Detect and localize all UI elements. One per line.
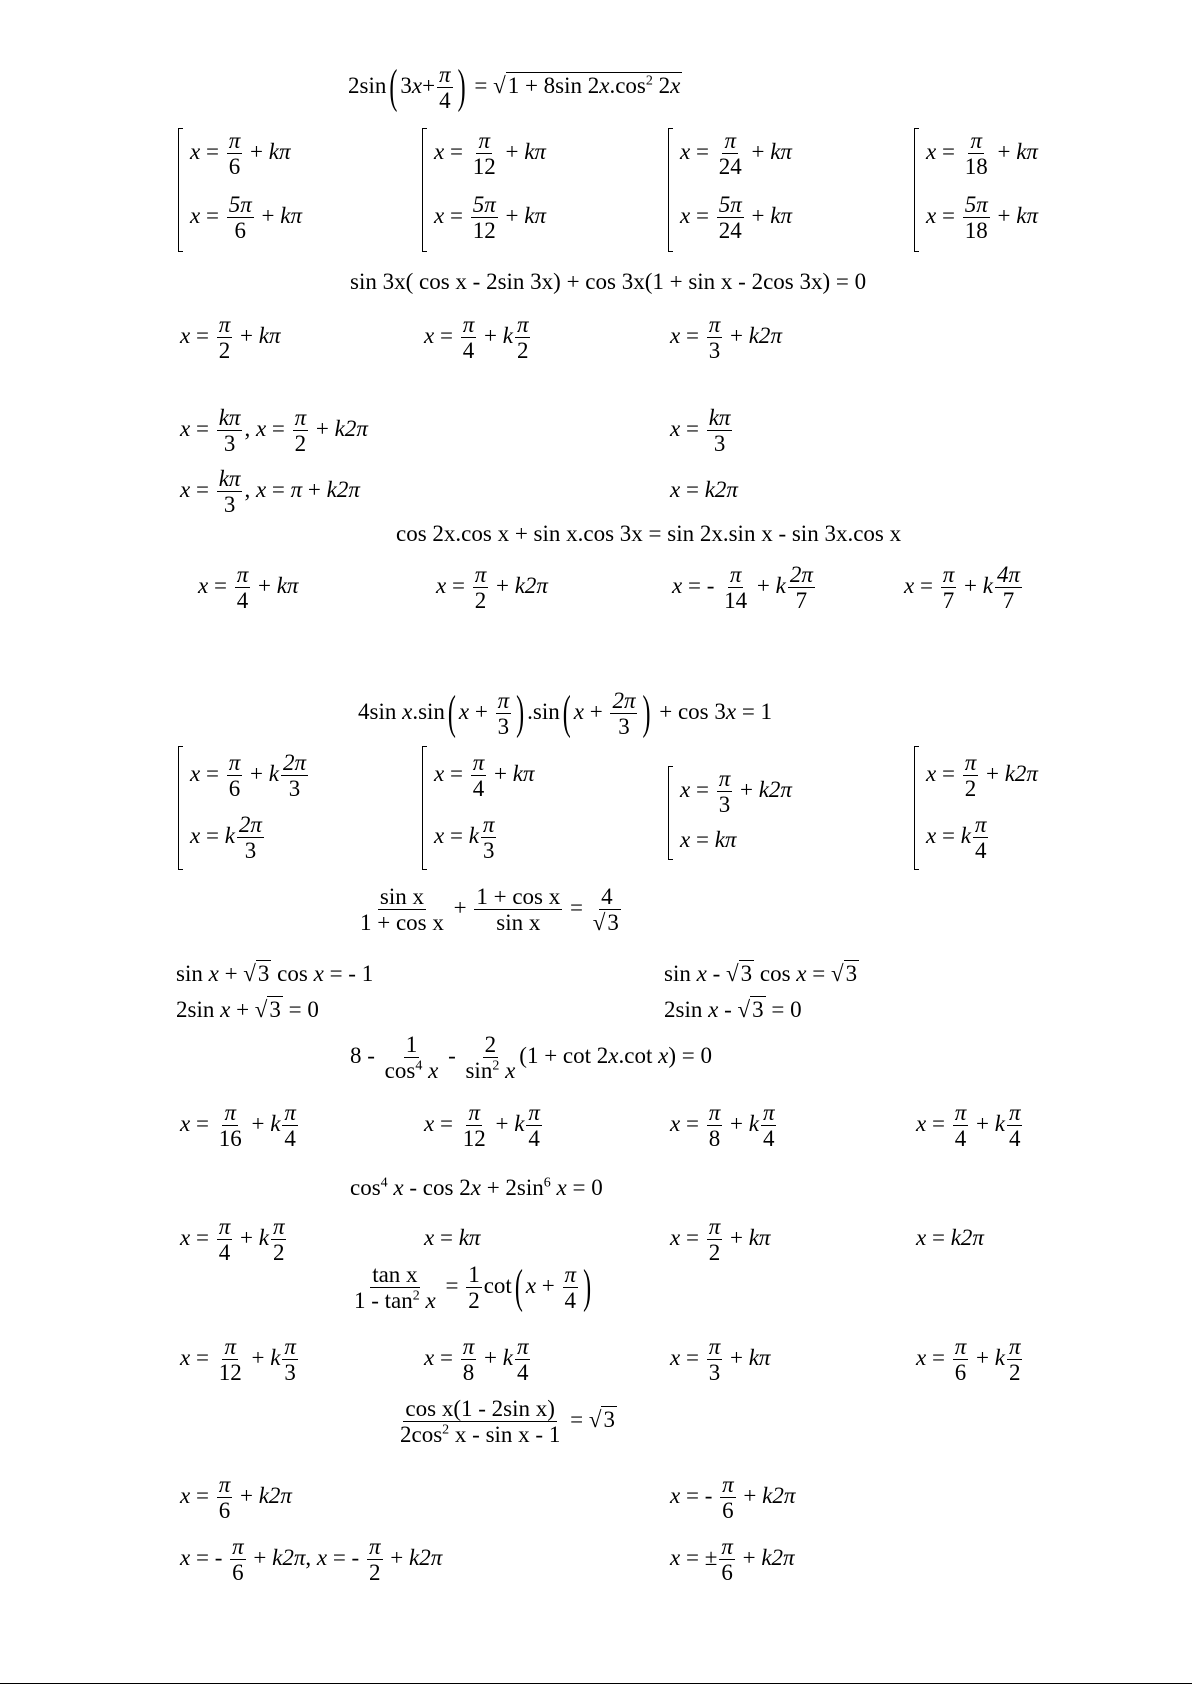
- q2-option-a[interactable]: x = $\frac{\pi}{2}$ + kπ: [180, 312, 281, 364]
- sqrt-icon: √: [737, 997, 751, 1022]
- q3-option-d[interactable]: x = k2π: [670, 477, 738, 502]
- sqrt-icon: √: [592, 910, 606, 936]
- q6-option-d[interactable]: 2sin x - √3 = 0: [664, 997, 802, 1022]
- q9-option-c[interactable]: x = $\frac{\pi}{3}$ + kπ: [670, 1334, 771, 1386]
- q3-option-a[interactable]: x = $\frac{k\pi}{3}$ , x = $\frac{\pi}{2}$ + k2π: [180, 405, 368, 457]
- page-bottom-rule: [0, 1683, 1192, 1684]
- q10-option-a[interactable]: x = $\frac{\pi}{6}$ + k2π: [180, 1472, 292, 1524]
- q9-option-a[interactable]: x = $\frac{\pi}{12}$ + k $\frac{\pi}{3}$: [180, 1334, 296, 1386]
- q10-option-c[interactable]: x = - $\frac{\pi}{6}$ + k2π, x = - $\frac{\pi}{2}$ + k2π: [180, 1534, 443, 1586]
- q10-option-d[interactable]: x = ± $\frac{\pi}{6}$ + k2π: [670, 1534, 795, 1586]
- sqrt-icon: √: [243, 961, 256, 986]
- q8-option-b[interactable]: x = kπ: [424, 1225, 481, 1250]
- q9-equation: $\frac{\text{tan x}}{1 - \tan^2 x}$ = $\frac{1}{2}$ cot ( x + $\frac{\pi}{4}$ ): [354, 1261, 592, 1314]
- q4-option-b[interactable]: x = $\frac{\pi}{2}$ + k2π: [436, 562, 548, 614]
- q9-option-d[interactable]: x = $\frac{\pi}{6}$ + k $\frac{\pi}{2}$: [916, 1334, 1021, 1386]
- q1-option-b[interactable]: x = $\frac{\pi}{12}$ + kπ x = $\frac{5\pi}{12}$ + kπ: [422, 128, 642, 254]
- q6-equation: $\frac{\text{sin x}}{\text{1 + cos x}}$ + $\frac{\text{1 + cos x}}{\text{sin x}}$ = $\frac{4}{√3}$: [360, 884, 619, 936]
- q4-equation: cos 2x.cos x + sin x.cos 3x = sin 2x.sin x - sin 3x.cos x: [396, 521, 902, 546]
- q6-option-c[interactable]: 2sin x + √3 = 0: [176, 997, 319, 1022]
- q1-option-d[interactable]: x = $\frac{\pi}{18}$ + kπ x = $\frac{5\pi}{18}$ + kπ: [914, 128, 1134, 254]
- q5-option-a[interactable]: x = $\frac{\pi}{6}$ + k $\frac{2\pi}{3}$ x = k $\frac{2\pi}{3}$: [178, 746, 408, 872]
- sqrt-icon: √: [588, 1407, 602, 1433]
- q5-option-c[interactable]: x = $\frac{\pi}{3}$ + k2π x = kπ: [668, 766, 888, 862]
- q1-option-c[interactable]: x = $\frac{\pi}{24}$ + kπ x = $\frac{5\pi}{24}$ + kπ: [668, 128, 888, 254]
- q1-option-a[interactable]: x = $\frac{\pi}{6}$ + kπ x = $\frac{5\pi}{6}$ + kπ: [178, 128, 398, 254]
- q7-equation: 8 - $\frac{1}{\cos^4 x}$ - $\frac{2}{\sin^2 x}$ (1 + cot 2x.cot x) = 0: [350, 1032, 712, 1084]
- q7-option-b[interactable]: x = $\frac{\pi}{12}$ + k $\frac{\pi}{4}$: [424, 1100, 540, 1152]
- q8-option-c[interactable]: x = $\frac{\pi}{2}$ + kπ: [670, 1214, 771, 1266]
- q3-option-c[interactable]: x = $\frac{k\pi}{3}$ , x = π + k2π: [180, 466, 360, 518]
- q1-equation: 2sin ( 3x+ $\frac{\pi}{4}$ ) = √1 + 8sin $2x.\cos^2$ 2x: [348, 61, 681, 114]
- q8-option-a[interactable]: x = $\frac{\pi}{4}$ + k $\frac{\pi}{2}$: [180, 1214, 285, 1266]
- q6-option-a[interactable]: sin x + √3 cos x = - 1: [176, 961, 374, 986]
- q6-option-b[interactable]: sin x - √3 cos x = √3: [664, 961, 858, 986]
- q3-option-b[interactable]: x = $\frac{k\pi}{3}$: [670, 405, 731, 457]
- q2-option-b[interactable]: x = $\frac{\pi}{4}$ + k $\frac{\pi}{2}$: [424, 312, 529, 364]
- q5-option-d[interactable]: x = $\frac{\pi}{2}$ + k2π x = k $\frac{\pi}{4}$: [914, 746, 1134, 872]
- q7-option-d[interactable]: x = $\frac{\pi}{4}$ + k $\frac{\pi}{4}$: [916, 1100, 1021, 1152]
- q2-equation: sin 3x( cos x - 2sin 3x) + cos 3x(1 + sin x - 2cos 3x) = 0: [350, 269, 867, 294]
- q2-option-c[interactable]: x = $\frac{\pi}{3}$ + k2π: [670, 312, 782, 364]
- sqrt-icon: √: [725, 961, 739, 986]
- q4-option-c[interactable]: x = - $\frac{\pi}{14}$ + k $\frac{2\pi}{7}$: [672, 562, 813, 614]
- q8-equation: $\cos^4 x - \cos 2x + 2\sin^6$ x = 0: [350, 1175, 603, 1200]
- q4-option-a[interactable]: x = $\frac{\pi}{4}$ + kπ: [198, 562, 299, 614]
- q9-option-b[interactable]: x = $\frac{\pi}{8}$ + k $\frac{\pi}{4}$: [424, 1334, 529, 1386]
- sqrt-icon: √: [493, 73, 506, 99]
- sqrt-icon: √: [830, 961, 844, 986]
- q7-option-a[interactable]: x = $\frac{\pi}{16}$ + k $\frac{\pi}{4}$: [180, 1100, 296, 1152]
- q8-option-d[interactable]: x = k2π: [916, 1225, 984, 1250]
- q5-option-b[interactable]: x = $\frac{\pi}{4}$ + kπ x = k $\frac{\pi}{3}$: [422, 746, 642, 872]
- q10-option-b[interactable]: x = - $\frac{\pi}{6}$ + k2π: [670, 1472, 796, 1524]
- q5-equation: 4sin x.sin ( x + $\frac{\pi}{3}$ ) .sin ( x + $\frac{2\pi}{3}$ ) + cos 3x = 1: [358, 687, 773, 740]
- q7-option-c[interactable]: x = $\frac{\pi}{8}$ + k $\frac{\pi}{4}$: [670, 1100, 775, 1152]
- q4-option-d[interactable]: x = $\frac{\pi}{7}$ + k $\frac{4\pi}{7}$: [904, 562, 1020, 614]
- sqrt-icon: √: [254, 997, 268, 1022]
- q10-equation: $\frac{\text{cos x(1 - 2sin x)}}{2\cos^2 x - \sin x - 1}$ = √3: [400, 1396, 615, 1448]
